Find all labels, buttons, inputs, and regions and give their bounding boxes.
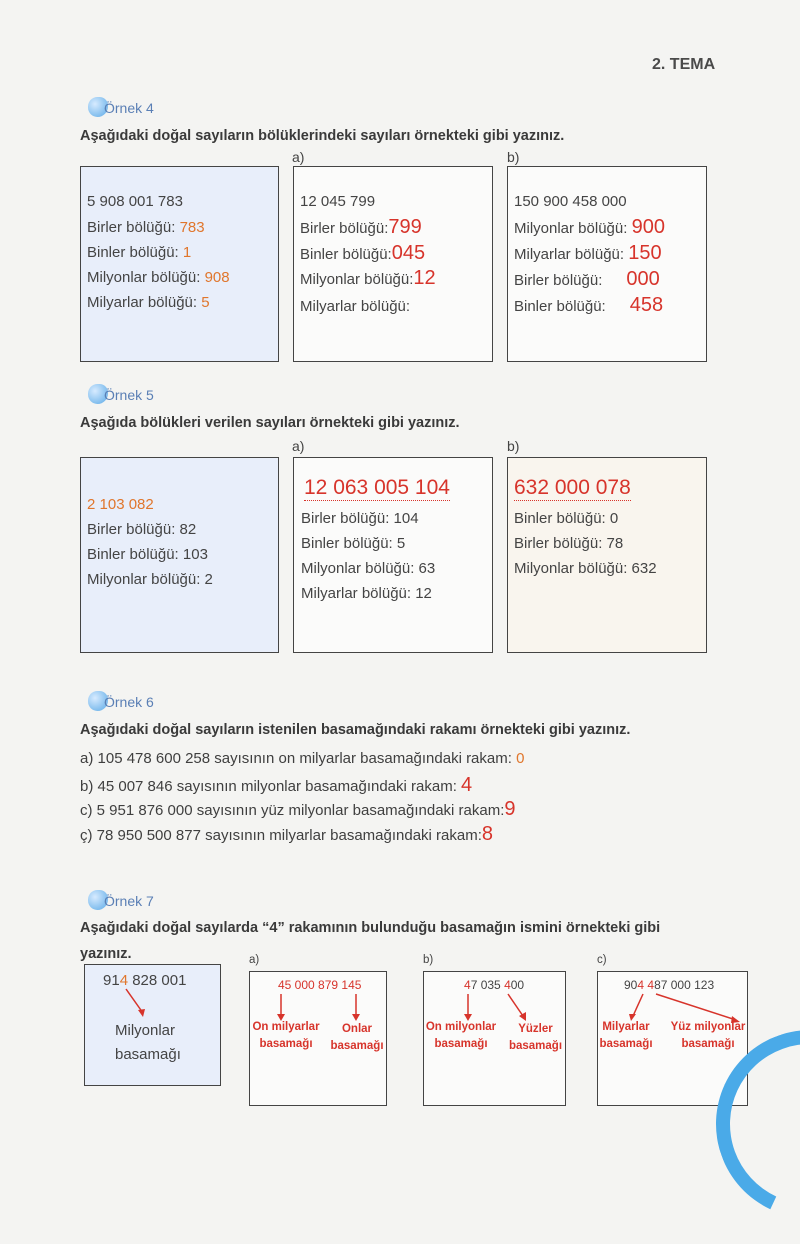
number-part: 87 000 123 xyxy=(654,978,715,992)
handwritten-answer: 12 063 005 104 xyxy=(304,476,450,499)
row-label: Milyarlar bölüğü: xyxy=(87,294,198,311)
handwritten-answer: 000 xyxy=(626,268,660,290)
example-title: Örnek 7 xyxy=(104,893,154,909)
row: Milyarlar bölüğü: 12 xyxy=(301,585,432,602)
number: 12 045 799 xyxy=(300,193,376,210)
handwritten-answer: 458 xyxy=(629,294,664,316)
number-part: 828 001 xyxy=(128,972,187,989)
row: Binler bölüğü: 5 xyxy=(301,535,406,552)
label-b: b) xyxy=(507,149,520,165)
handwritten-answer: 150 xyxy=(628,242,662,264)
handwritten-answer: 045 xyxy=(391,242,426,264)
question-text: ç) 78 950 500 877 sayısının milyarlar basamağındaki rakam: xyxy=(80,827,482,844)
label-a: a) xyxy=(292,438,305,454)
answer: 0 xyxy=(516,750,525,767)
example-7-instruction-cont: yazınız. xyxy=(80,946,132,962)
row-label: Birler bölüğü: xyxy=(514,272,603,289)
answer-line: Onlar xyxy=(341,1023,373,1035)
answer-line: basamağı xyxy=(115,1046,181,1063)
question-text: c) 5 951 876 000 sayısının yüz milyonlar basamağındaki rakam: xyxy=(80,802,505,819)
answer-line: basamağı xyxy=(330,1040,384,1052)
question-text: b) 45 007 846 sayısının milyonlar basamağındaki rakam: xyxy=(80,778,457,795)
handwritten-answer: 8 xyxy=(481,823,493,845)
answer-line: Milyarlar xyxy=(602,1021,650,1033)
row-label: Binler bölüğü: xyxy=(514,298,606,315)
example-4-a-box xyxy=(293,166,493,362)
answer-line: basamağı xyxy=(434,1038,488,1050)
row: Birler bölüğü: 78 xyxy=(514,535,624,552)
number-part: 5 xyxy=(354,978,362,992)
question-a xyxy=(80,750,524,767)
example-title: Örnek 6 xyxy=(104,694,154,710)
highlight-digit: 4 xyxy=(647,978,655,992)
answer-line: basamağı xyxy=(508,1040,563,1052)
question-b xyxy=(80,774,472,797)
row-label: Milyarlar bölüğü: xyxy=(300,298,411,315)
example-5-b-box xyxy=(507,457,707,653)
row-label: Milyonlar bölüğü: xyxy=(514,220,628,237)
label-b: b) xyxy=(507,438,520,454)
highlight-digit: 4 xyxy=(464,978,471,992)
example-7-a-box xyxy=(249,971,387,1106)
answer-line: basamağı xyxy=(599,1038,653,1050)
question-text: a) 105 478 600 258 sayısının on milyarlar basamağındaki rakam: xyxy=(80,750,512,767)
row-value: 5 xyxy=(201,294,210,311)
example-4-instruction: Aşağıdaki doğal sayıların bölüklerindeki sayıları örnekteki gibi yazınız. xyxy=(80,128,565,144)
example-7-sample-box xyxy=(84,964,221,1086)
example-title: Örnek 4 xyxy=(104,100,154,116)
handwritten-answer: 900 xyxy=(631,216,665,238)
row-label: Birler bölüğü: xyxy=(300,220,389,237)
answer-line: Milyonlar xyxy=(115,1022,176,1039)
number: 5 908 001 783 xyxy=(87,193,183,210)
highlight-digit: 4 xyxy=(119,972,129,989)
highlight-digit: 4 xyxy=(637,978,645,992)
answer-line: basamağı xyxy=(259,1038,313,1050)
row-value: 783 xyxy=(179,219,205,236)
row: Birler bölüğü: 104 xyxy=(301,510,419,527)
number-part: 00 xyxy=(510,978,525,992)
row-label: Birler bölüğü: xyxy=(87,219,176,236)
number-part: 91 xyxy=(103,972,120,989)
answer-line: Yüz milyonlar xyxy=(670,1021,746,1033)
handwritten-answer: 4 xyxy=(461,774,473,796)
row-label: Milyonlar bölüğü: xyxy=(300,271,414,288)
row: Birler bölüğü: 82 xyxy=(87,521,197,538)
answer-line: Yüzler xyxy=(518,1023,553,1035)
number: 150 900 458 000 xyxy=(514,193,627,210)
question-c-cedilla xyxy=(80,823,493,846)
example-4-b-box xyxy=(507,166,707,362)
label-a: a) xyxy=(292,149,305,165)
highlight-digit: 4 xyxy=(504,978,511,992)
row-label: Binler bölüğü: xyxy=(87,244,179,261)
example-5-a-box xyxy=(293,457,493,653)
handwritten-answer: 12 xyxy=(413,267,436,289)
label-b: b) xyxy=(423,954,434,966)
handwritten-answer: 9 xyxy=(504,798,516,820)
answer-line: On milyarlar xyxy=(252,1021,320,1033)
number-part: 45 000 879 1 xyxy=(278,978,349,992)
row: Milyonlar bölüğü: 63 xyxy=(301,560,436,577)
number: 2 103 082 xyxy=(87,496,154,513)
example-5-sample-box xyxy=(80,457,279,653)
highlight-digit: 4 xyxy=(348,978,355,992)
question-c xyxy=(80,798,516,821)
row: Milyonlar bölüğü: 2 xyxy=(87,571,213,588)
theme-label: 2. TEMA xyxy=(652,56,716,73)
example-7-b-box xyxy=(423,971,566,1106)
label-c: c) xyxy=(597,954,607,966)
row-label: Milyarlar bölüğü: xyxy=(514,246,625,263)
label-a: a) xyxy=(249,954,260,966)
row-value: 908 xyxy=(204,269,230,286)
number-part: 7 035 xyxy=(470,978,505,992)
row: Binler bölüğü: 103 xyxy=(87,546,208,563)
row: Milyonlar bölüğü: 632 xyxy=(514,560,657,577)
row-label: Binler bölüğü: xyxy=(300,246,392,263)
example-6-instruction: Aşağıdaki doğal sayıların istenilen basamağındaki rakamı örnekteki gibi yazınız. xyxy=(80,722,631,738)
example-5-instruction: Aşağıda bölükleri verilen sayıları örnekteki gibi yazınız. xyxy=(80,415,460,431)
example-title: Örnek 5 xyxy=(104,387,154,403)
answer-line: basamağı xyxy=(681,1038,735,1050)
example-4-sample-box xyxy=(80,166,279,362)
number-part: 90 xyxy=(624,978,638,992)
row-label: Milyonlar bölüğü: xyxy=(87,269,201,286)
row-value: 1 xyxy=(182,244,192,261)
handwritten-answer: 632 000 078 xyxy=(514,476,631,499)
handwritten-answer: 799 xyxy=(388,216,422,238)
row: Binler bölüğü: 0 xyxy=(514,510,619,527)
answer-line: On milyonlar xyxy=(425,1021,497,1033)
example-7-instruction: Aşağıdaki doğal sayılarda “4” rakamının bulunduğu basamağın ismini örnekteki gibi xyxy=(80,920,661,936)
